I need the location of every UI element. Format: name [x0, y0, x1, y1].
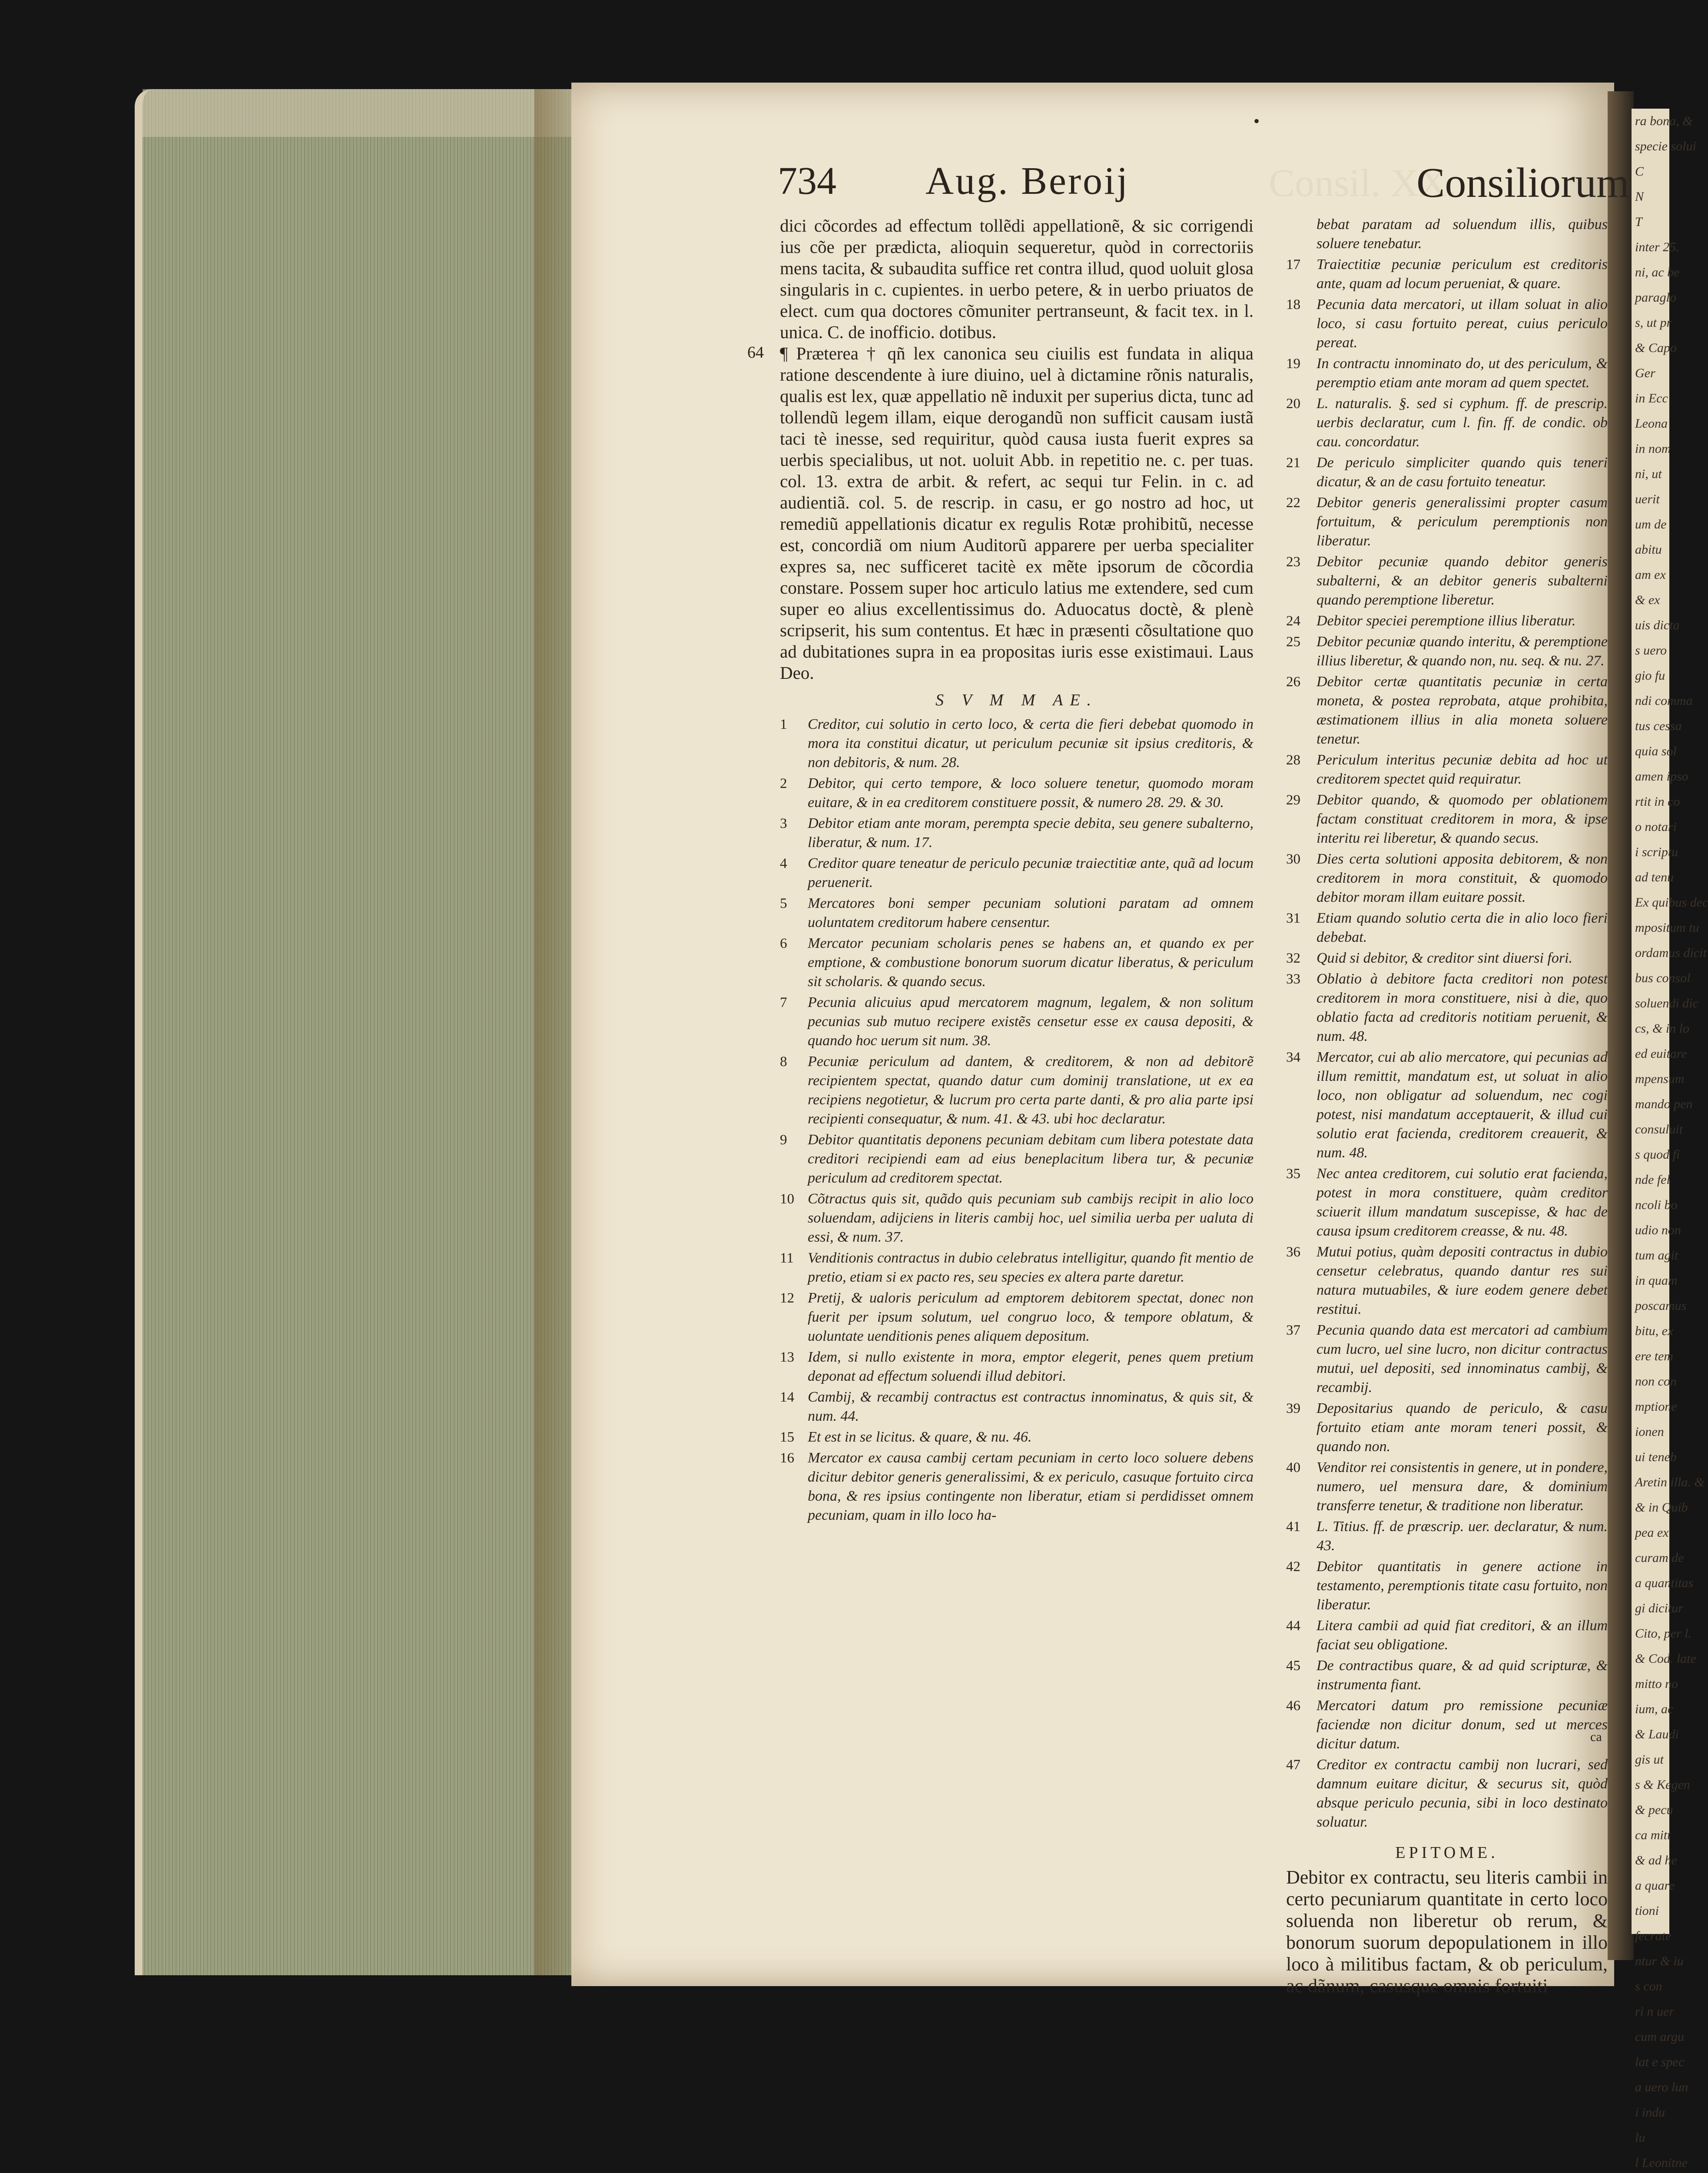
summary-item-text: Quid si debitor, & creditor sint diuersi fori.: [1317, 950, 1573, 966]
right-page-text-fragment: ui teneb: [1635, 1450, 1677, 1464]
right-page-text-fragment: bus consol: [1635, 971, 1691, 985]
summary-item: [1286, 949, 1608, 968]
summary-item-number: 19: [1286, 356, 1300, 372]
summary-item: [780, 1052, 1254, 1129]
right-page-text-fragment: mando pen: [1635, 1097, 1693, 1111]
summary-item-number: 25: [1286, 634, 1300, 650]
summary-item: [1286, 1048, 1608, 1163]
right-page-text-fragment: curam de: [1635, 1551, 1684, 1565]
summary-item-text: Litera cambii ad quid fiat creditori, & an illum faciat seu obligatione.: [1317, 1618, 1608, 1653]
summary-item-number: 15: [780, 1429, 794, 1445]
summary-item-number: 39: [1286, 1401, 1300, 1416]
summary-item-number: 10: [780, 1191, 794, 1207]
right-page-text-fragment: paraglo: [1635, 290, 1677, 305]
summary-item-number: 36: [1286, 1244, 1300, 1260]
right-page-text-fragment: C: [1635, 164, 1644, 179]
right-page-text-fragment: am ex: [1635, 568, 1666, 582]
summary-item-text: Depositarius quando de periculo, & casu fortuito etiam ante moram teneri possit, & quando non.: [1317, 1400, 1608, 1455]
right-page-text-fragment: ndi comma: [1635, 694, 1693, 708]
summary-item-number: 9: [780, 1132, 787, 1148]
summary-item-text: Creditor, cui solutio in certo loco, & certa die fieri debebat quomodo in mora ita constitui dicatur, ut periculum pecuniæ sit ipsius creditoris, & non debitoris, & num. 28.: [808, 716, 1254, 771]
summary-item-number: [1286, 215, 1317, 253]
show-through-text: Consil. XX.: [1269, 162, 1457, 205]
summary-item-text: Pecunia alicuius apud mercatorem magnum, legalem, & non solitum pecunias sub mutuo recipere existẽs censetur esse ex causa depositi, & quando hoc uerum sit num. 38.: [808, 994, 1254, 1049]
summary-item-text: Debitor speciei peremptione illius liberatur.: [1317, 613, 1576, 629]
summary-item-number: 2: [780, 776, 787, 791]
summary-item: [1286, 1164, 1608, 1241]
summary-item-text: Mercator ex causa cambij certam pecuniam in certo loco soluere debens dicitur debitor generis generalissimi, & ex periculo, casuque fortuito circa bona, & res ipsius contingente non liberatur, etiam si perdidisset omnem pecuniam, quam in illo loco ha-: [808, 1450, 1254, 1523]
summary-item: [1286, 1243, 1608, 1319]
right-page-text-fragment: poscamus: [1635, 1299, 1687, 1313]
summary-item-text: Debitor pecuniæ quando interitu, & peremptione illius liberetur, & quando non, nu. seq. & nu. 27.: [1317, 634, 1608, 669]
summary-item-text: Debitor quantitatis deponens pecuniam debitam cum libera potestate data creditori recipiendi eam ad eius beneplacitum libera tur, & pecuniæ periculum ad creditorem spectat.: [808, 1132, 1254, 1186]
summary-item-text: Pecunia data mercatori, ut illam soluat in alio loco, si casu fortuito pereat, cuius periculo pereat.: [1317, 296, 1608, 351]
right-page-text-fragment: mitto no: [1635, 1677, 1678, 1691]
right-page-text-fragment: & Cod. late: [1635, 1651, 1696, 1666]
summary-item-number: 47: [1286, 1757, 1300, 1773]
right-page-text-fragment: mpensum: [1635, 1072, 1685, 1086]
summary-list-right: [1286, 215, 1608, 1832]
summary-item-text: Periculum interitus pecuniæ debita ad hoc ut creditorem spectet quid requiratur.: [1317, 752, 1608, 787]
right-page-text-fragment: in quam: [1635, 1273, 1678, 1288]
summary-item: [1286, 215, 1608, 253]
summary-item-number: 4: [780, 856, 787, 871]
running-head-title: Consiliorum: [1416, 159, 1630, 206]
right-page-text-fragment: uerit: [1635, 492, 1660, 506]
summary-item: [780, 814, 1254, 852]
summary-item-number: 37: [1286, 1322, 1300, 1338]
summary-item-text: Mercator pecuniam scholaris penes se habens an, et quando ex per emptione, & combustione bonorum suorum dicatur liberatus, & periculum sit scholaris. & quando secus.: [808, 935, 1254, 990]
right-page-text-fragment: ium, ac: [1635, 1702, 1674, 1716]
right-page-text-fragment: in Ecc: [1635, 391, 1668, 405]
right-page-text-fragment: specie solui: [1635, 139, 1696, 153]
right-page-text-fragment: bitu, ex: [1635, 1324, 1674, 1338]
page-number: 734: [778, 159, 836, 203]
summary-item: [1286, 1696, 1608, 1754]
right-page-text-fragment: ionen: [1635, 1425, 1664, 1439]
right-page-text-fragment: abitu: [1635, 542, 1662, 557]
summary-item: [780, 715, 1254, 772]
right-page-text-fragment: in nom: [1635, 442, 1671, 456]
right-page-text-fragment: l Leonitne: [1635, 2156, 1688, 2170]
summary-item: [1286, 1557, 1608, 1615]
summary-item-number: 14: [780, 1389, 794, 1405]
summary-item: [1286, 1616, 1608, 1655]
summary-item-text: bebat paratam ad soluendum illis, quibus soluere tenebatur.: [1317, 216, 1608, 252]
summary-item: [780, 1428, 1254, 1447]
summary-item-number: 1: [780, 717, 787, 732]
right-page-text-fragment: a uero lun: [1635, 2080, 1688, 2094]
right-page-text-fragment: lu: [1635, 2130, 1645, 2145]
summary-item: [1286, 1656, 1608, 1695]
summary-item-number: 33: [1286, 971, 1300, 987]
summary-item-text: L. naturalis. §. sed si cyphum. ff. de prescrip. uerbis declaratur, cum l. fin. ff. de condic. ob cau. concordatur.: [1317, 395, 1608, 450]
catchword: ca: [1590, 1730, 1602, 1744]
right-page-text-fragment: s quod fi: [1635, 1147, 1680, 1162]
book-fore-edge: [135, 89, 581, 1975]
summary-item-text: In contractu innominato do, ut des periculum, & peremptio etiam ante moram ad quem spectet.: [1317, 356, 1608, 391]
right-page-text-fragment: tioni: [1635, 1904, 1659, 1918]
summary-item: [1286, 453, 1608, 492]
summary-item-number: 23: [1286, 554, 1300, 570]
right-page-text-fragment: s & Kegen: [1635, 1778, 1690, 1792]
paragraph-text: ¶ Præterea † qñ lex canonica seu ciuilis est fundata in aliqua ratione descendente à iure diuino, uel à dictamine rõnis naturalis, qualis est lex, quæ appellatio nẽ induxit per superius dicta, tunc ad tollendũ legem illam, eique derogandũ non sufficit causam iustã taci tè inesse, sed requiritur, quòd causa iusta fuerit expres sa uerbis specialibus, ut not. uoluit Abb. in repetitio ne. c. per tuas. col. 13. extra de arbit. & refert, ac sequi tur Felin. in c. ad audientiã. col. 5. de rescrip. in casu, er go nostro ad hoc, ut remediũ appellationis dicatur ex regulis Rotæ prohibitũ, necesse est, concordiã om nium Auditorũ apparere per uerba specialiter expres sa, nec sufficeret tacitè ex mẽte ipsorum de cõcordia constare. Possem super hoc articulo latius me extendere, sed cum super eo alius excellentissimus do. Aduocatus doctè, & plenè scripserit, his sum contentus. Et hæc in præsenti cõsultatione quo ad dubitationes supra in ea propositas iuris esse existimaui. Laus Deo.: [780, 343, 1254, 683]
summary-item-text: Mercator, cui ab alio mercatore, qui pecunias ad illum remittit, mandatum est, ut soluat in alio loco, non obligatur ad soluendum, nec cogi potest, nisi mandatum acceptauerit, & illud cui solutio erat facienda, creditorem creauerit, & num. 48.: [1317, 1049, 1608, 1161]
right-page-text-fragment: N: [1635, 189, 1644, 204]
summary-item-text: Debitor certæ quantitatis pecuniæ in certa moneta, & postea reprobata, atque prohibita, æstimationem illius in alia moneta soluere tenetur.: [1317, 674, 1608, 747]
right-page-text-fragment: & ad he: [1635, 1853, 1677, 1867]
summary-item: [780, 934, 1254, 991]
summary-item-number: 18: [1286, 297, 1300, 312]
right-page-text-fragment: a quantitas: [1635, 1576, 1694, 1590]
right-page-text-fragment: uis dicta: [1635, 618, 1680, 632]
summary-item-number: 45: [1286, 1658, 1300, 1674]
summary-item-text: Debitor generis generalissimi propter casum fortuitum, & periculum peremptionis non liberatur.: [1317, 495, 1608, 549]
right-page-text-fragment: Ger: [1635, 366, 1655, 380]
summary-item: [1286, 970, 1608, 1046]
right-page-text-fragment: i scriptu: [1635, 845, 1678, 859]
right-page-text-fragment: um de: [1635, 517, 1667, 532]
summary-item: [1286, 1399, 1608, 1456]
summary-item-number: 28: [1286, 752, 1300, 768]
right-page-text-fragment: T: [1635, 215, 1642, 229]
summary-item: [1286, 255, 1608, 293]
summary-item-text: Mercatori datum pro remissione pecuniæ faciendæ non dicitur donum, sed ut merces dicitur datum.: [1317, 1698, 1608, 1752]
summary-item-text: L. Titius. ff. de præscrip. uer. declaratur, & num. 43.: [1317, 1518, 1608, 1554]
summary-item-text: Debitor, qui certo tempore, & loco soluere tenetur, quomodo moram euitare, & in ea creditorem constituere possit, & numero 28. 29. & 30.: [808, 775, 1254, 811]
summary-item: [780, 1249, 1254, 1287]
right-page-text-fragment: cs, & in lo: [1635, 1021, 1689, 1036]
summary-item-number: 5: [780, 896, 787, 911]
summary-item-number: 32: [1286, 950, 1300, 966]
summary-item: [1286, 611, 1608, 631]
summary-item: [1286, 1321, 1608, 1397]
summary-item-text: Traiectitiæ pecuniæ periculum est creditoris ante, quam ad locum perueniat, & quare.: [1317, 256, 1608, 292]
summae-heading: S V M M AE.: [935, 691, 1098, 709]
summary-item-text: Debitor quantitatis in genere actione in testamento, peremptionis titate casu fortuito, non liberatur.: [1317, 1558, 1608, 1613]
summary-item-text: Cõtractus quis sit, quãdo quis pecuniam sub cambijs recipit in alio loco soluendam, adijciens in literis cambij hoc, uel similia uerba per ualuta di essi, & num. 37.: [808, 1191, 1254, 1245]
summary-item-number: 31: [1286, 910, 1300, 926]
summary-item-text: Venditor rei consistentis in genere, ut in pondere, numero, uel mensura dare, & dominium transferre tenetur, & traditione non liberatur.: [1317, 1459, 1608, 1514]
ink-dot: •: [1254, 111, 1260, 131]
epitome-heading: EPITOME.: [1395, 1844, 1499, 1862]
summary-item: [1286, 1755, 1608, 1832]
epitome-text: Debitor ex contractu, seu literis cambii in certo pecuniarum quantitate in certo loco soluenda non liberetur ob rerum, & bonorum suorum depopulationem in illo loco à militibus factam, & ob periculum, ac dãnum, casusque omnis fortuiti: [1286, 1867, 1608, 1997]
right-page-text-fragment: non con: [1635, 1374, 1677, 1389]
paragraph-continuation: dici cõcordes ad effectum tollẽdi appellationẽ, & sic corrigendi ius cõe per prædicta, alioquin sequeretur, quòd in correctoriis mens tacita, & subaudita suffice ret contra illud, quod uoluit glosa singularis in c. cupientes. in uerbo petere, & in uerbo priuatos de elect. cum qua doctores cõmuniter pertranseunt, & facit tex. in l. unica. C. de inofficio. dotibus.: [780, 216, 1254, 342]
summary-item: [780, 1190, 1254, 1247]
summary-item-text: Debitor pecuniæ quando debitor generis subalterni, & an debitor generis subalterni quando peremptione liberetur.: [1317, 554, 1608, 608]
right-page-text-fragment: ni, ut: [1635, 467, 1662, 481]
summary-item-text: Mercatores boni semper pecuniam solutioni paratam ad omnem uoluntatem creditorum habere censentur.: [808, 895, 1254, 930]
right-page-text-fragment: gio fu: [1635, 668, 1665, 683]
right-page-text-fragment: quia sol: [1635, 744, 1677, 758]
right-page-text-fragment: inter 25.: [1635, 240, 1679, 254]
summary-item-number: 8: [780, 1054, 787, 1070]
summary-item: [1286, 1458, 1608, 1515]
summary-item-number: 6: [780, 936, 787, 951]
summary-item: [1286, 909, 1608, 947]
right-page-text-fragment: ncoli bo: [1635, 1198, 1678, 1212]
summary-item-number: 13: [780, 1349, 794, 1365]
summary-item-text: De contractibus quare, & ad quid scripturæ, & instrumenta fiant.: [1317, 1658, 1608, 1693]
summary-item-number: 46: [1286, 1698, 1300, 1714]
summary-item-number: 24: [1286, 613, 1300, 629]
summary-item: [1286, 632, 1608, 671]
right-page-text-fragment: fecrate: [1635, 1929, 1672, 1943]
summary-item: [780, 1388, 1254, 1426]
summary-item-number: 20: [1286, 396, 1300, 412]
summary-item-text: Debitor etiam ante moram, perempta specie debita, seu genere subalterno, liberatur, & num. 17.: [808, 815, 1254, 851]
summary-item-number: 34: [1286, 1050, 1300, 1065]
right-page-text-fragment: ad tenu: [1635, 870, 1674, 884]
margin-number: 64: [747, 343, 764, 362]
right-page-text-fragment: lat e spec: [1635, 2055, 1685, 2069]
summary-item-number: 44: [1286, 1618, 1300, 1634]
right-page-text-fragment: soluendi dic: [1635, 996, 1698, 1010]
right-page-text-fragment: consuluit: [1635, 1122, 1683, 1136]
right-page-text-fragment: ed euitare: [1635, 1047, 1687, 1061]
summary-item-number: 42: [1286, 1559, 1300, 1575]
right-page-text-fragment: udio non: [1635, 1223, 1681, 1237]
right-page-text-fragment: gi dicitur: [1635, 1601, 1683, 1615]
summary-item-text: Dies certa solutioni apposita debitorem, & non creditorem in mora constituit, & quomodo debitor moram illam euitare possit.: [1317, 851, 1608, 905]
right-page-text-fragment: & Capo: [1635, 341, 1677, 355]
summary-item-number: 40: [1286, 1460, 1300, 1475]
right-page-text-fragment: o notari: [1635, 820, 1677, 834]
right-page-text-fragment: a quare: [1635, 1878, 1675, 1893]
summary-item-text: Pretij, & ualoris periculum ad emptorem debitorem spectat, donec non fuerit per ipsum solutum, uel congruo loco, & tempore oblatum, & uoluntate uenditionis penes aliquem depositum.: [808, 1290, 1254, 1344]
summary-item-text: Pecunia quando data est mercatori ad cambium cum lucro, uel sine lucro, non dicitur contractus mutui, uel depositi, sed innominatus cambij, & recambij.: [1317, 1322, 1608, 1396]
right-page-text-fragment: rtit in co: [1635, 794, 1680, 809]
summary-item-number: 16: [780, 1450, 794, 1466]
summary-item-text: Debitor quando, & quomodo per oblationem factam constituat creditorem in mora, & ipse interitu rei liberetur, & quando secus.: [1317, 792, 1608, 846]
right-page-text-fragment: nde fel: [1635, 1173, 1670, 1187]
summary-item: [1286, 791, 1608, 848]
summary-item: [1286, 394, 1608, 452]
summary-item: [1286, 493, 1608, 551]
summary-item-number: 22: [1286, 495, 1300, 511]
right-page-text-fragment: gis ut: [1635, 1752, 1664, 1767]
right-page-text-fragment: mpositum tu: [1635, 920, 1699, 935]
summary-item-text: Oblatio à debitore facta creditori non potest creditorem in mora constituere, nisi à die, quo oblatio facta ad creditoris notitiam peruenit, & num. 48.: [1317, 971, 1608, 1044]
summary-item-number: 11: [780, 1250, 794, 1266]
right-page-text-fragment: Cito, per l.: [1635, 1626, 1692, 1641]
summary-item-text: Creditor quare teneatur de periculo pecuniæ traiectitiæ ante, quã ad locum peruenerit.: [808, 855, 1254, 890]
right-page-text-fragment: s con: [1635, 1979, 1662, 1994]
right-page-text-fragment: Ex quibus dec: [1635, 895, 1708, 910]
summary-item-number: 7: [780, 995, 787, 1010]
paragraph-64: [747, 343, 1254, 684]
right-page-text-fragment: ca mitt: [1635, 1828, 1671, 1842]
summary-item: [780, 854, 1254, 892]
summary-item: [1286, 672, 1608, 749]
right-page-text-fragment: & in Quib: [1635, 1500, 1688, 1515]
summary-item: [1286, 354, 1608, 392]
right-page-text-fragment: pea ex: [1635, 1525, 1669, 1540]
summary-item-text: Venditionis contractus in dubio celebratus intelligitur, quando fit mentio de pretio, etiam si ex pacto res, seu species ex altera parte daretur.: [808, 1250, 1254, 1285]
right-page-text-fragment: ri n uer: [1635, 2004, 1674, 2019]
summary-item-text: Idem, si nullo existente in mora, emptor elegerit, penes quem pretium deponat ad effectum soluendi illud debitori.: [808, 1349, 1254, 1384]
right-page-text-fragment: Aretin illa. &: [1635, 1475, 1705, 1489]
summary-item-text: Pecuniæ periculum ad dantem, & creditorem, & non ad debitorẽ recipientem spectat, quando datur cum dominij translatione, ut ex ea recipiens negotietur, & lucrum pro certa parte danti, & pro alia parte ipsi recipienti consequatur, & num. 41. & 43. ubi hoc declaratur.: [808, 1053, 1254, 1127]
summary-item-text: Creditor ex contractu cambij non lucrari, sed damnum euitare dicitur, & securus sit, quòd absque periculo pecunia, sibi in loco destinato soluatur.: [1317, 1757, 1608, 1830]
summary-item-text: Et est in se licitus. & quare, & nu. 46.: [808, 1429, 1032, 1445]
summary-item: [1286, 751, 1608, 789]
summary-item-text: Nec antea creditorem, cui solutio erat facienda, potest in mora constituere, quàm creditor sciuerit illum mandatum suscepisse, & hac de causa ipsum creditorem creasse, & nu. 48.: [1317, 1166, 1608, 1239]
right-page-text-fragment: & pecu: [1635, 1803, 1673, 1817]
summary-item: [1286, 1517, 1608, 1555]
summary-item-number: 17: [1286, 257, 1300, 272]
right-page-text-fragment: s uero: [1635, 643, 1667, 658]
summary-item: [1286, 850, 1608, 907]
right-page-text-fragment: tum agit: [1635, 1248, 1678, 1263]
right-page-text-fragment: amen ipso: [1635, 769, 1688, 784]
right-page-text-fragment: ra bona, &: [1635, 114, 1693, 128]
right-page-text-fragment: ere tem: [1635, 1349, 1674, 1363]
summary-item-text: Mutui potius, quàm depositi contractus in dubio censetur celebratus, quando dantur res sui natura mutuabiles, & iure eodem genere debet restitui.: [1317, 1244, 1608, 1317]
book-gutter: [1608, 91, 1634, 1960]
right-page-text-fragment: i indu: [1635, 2105, 1665, 2120]
left-column: [747, 215, 1254, 1527]
right-page-text-fragment: Leona: [1635, 416, 1668, 431]
summary-item-number: 21: [1286, 455, 1300, 471]
right-page-text-fragment: ni, ac be: [1635, 265, 1680, 279]
summary-item-number: 29: [1286, 792, 1300, 808]
summary-item-number: 3: [780, 816, 787, 831]
summary-item-text: De periculo simpliciter quando quis teneri dicatur, & an de casu fortuito teneatur.: [1317, 455, 1608, 490]
right-page-text-fragment: cum argu: [1635, 2030, 1685, 2044]
right-page-text-fragment: ntur & iu: [1635, 1954, 1684, 1968]
summary-item-text: Cambij, & recambij contractus est contractus innominatus, & quis sit, & num. 44.: [808, 1389, 1254, 1424]
summary-item: [780, 1449, 1254, 1525]
right-page-fragment: [1632, 109, 1708, 2170]
right-page-text-fragment: & Laudi: [1635, 1727, 1679, 1741]
summary-item-text: Etiam quando solutio certa die in alio loco fieri debebat.: [1317, 910, 1608, 945]
right-page-text-fragment: tus cessa: [1635, 719, 1682, 733]
summary-item: [1286, 552, 1608, 610]
summary-item: [1286, 295, 1608, 352]
summary-item-number: 30: [1286, 851, 1300, 867]
summary-item: [780, 894, 1254, 932]
summary-item-number: 12: [780, 1290, 794, 1306]
summary-item: [780, 1289, 1254, 1346]
summary-list-left: [780, 715, 1254, 1525]
right-page-text-fragment: s, ut pr: [1635, 316, 1672, 330]
summary-item: [780, 1130, 1254, 1188]
running-head-author: Aug. Beroij: [925, 159, 1129, 203]
summary-item: [780, 1348, 1254, 1386]
summary-item-number: 26: [1286, 674, 1300, 690]
right-column: [1286, 215, 1608, 1997]
right-page-text-fragment: & ex: [1635, 593, 1660, 607]
summary-item-number: 41: [1286, 1519, 1300, 1535]
summary-item: [780, 774, 1254, 812]
right-page-text-fragment: mptione: [1635, 1399, 1677, 1414]
summary-item-number: 35: [1286, 1166, 1300, 1182]
right-page-text-fragment: ordamus dicit: [1635, 946, 1707, 960]
summary-item: [780, 993, 1254, 1050]
